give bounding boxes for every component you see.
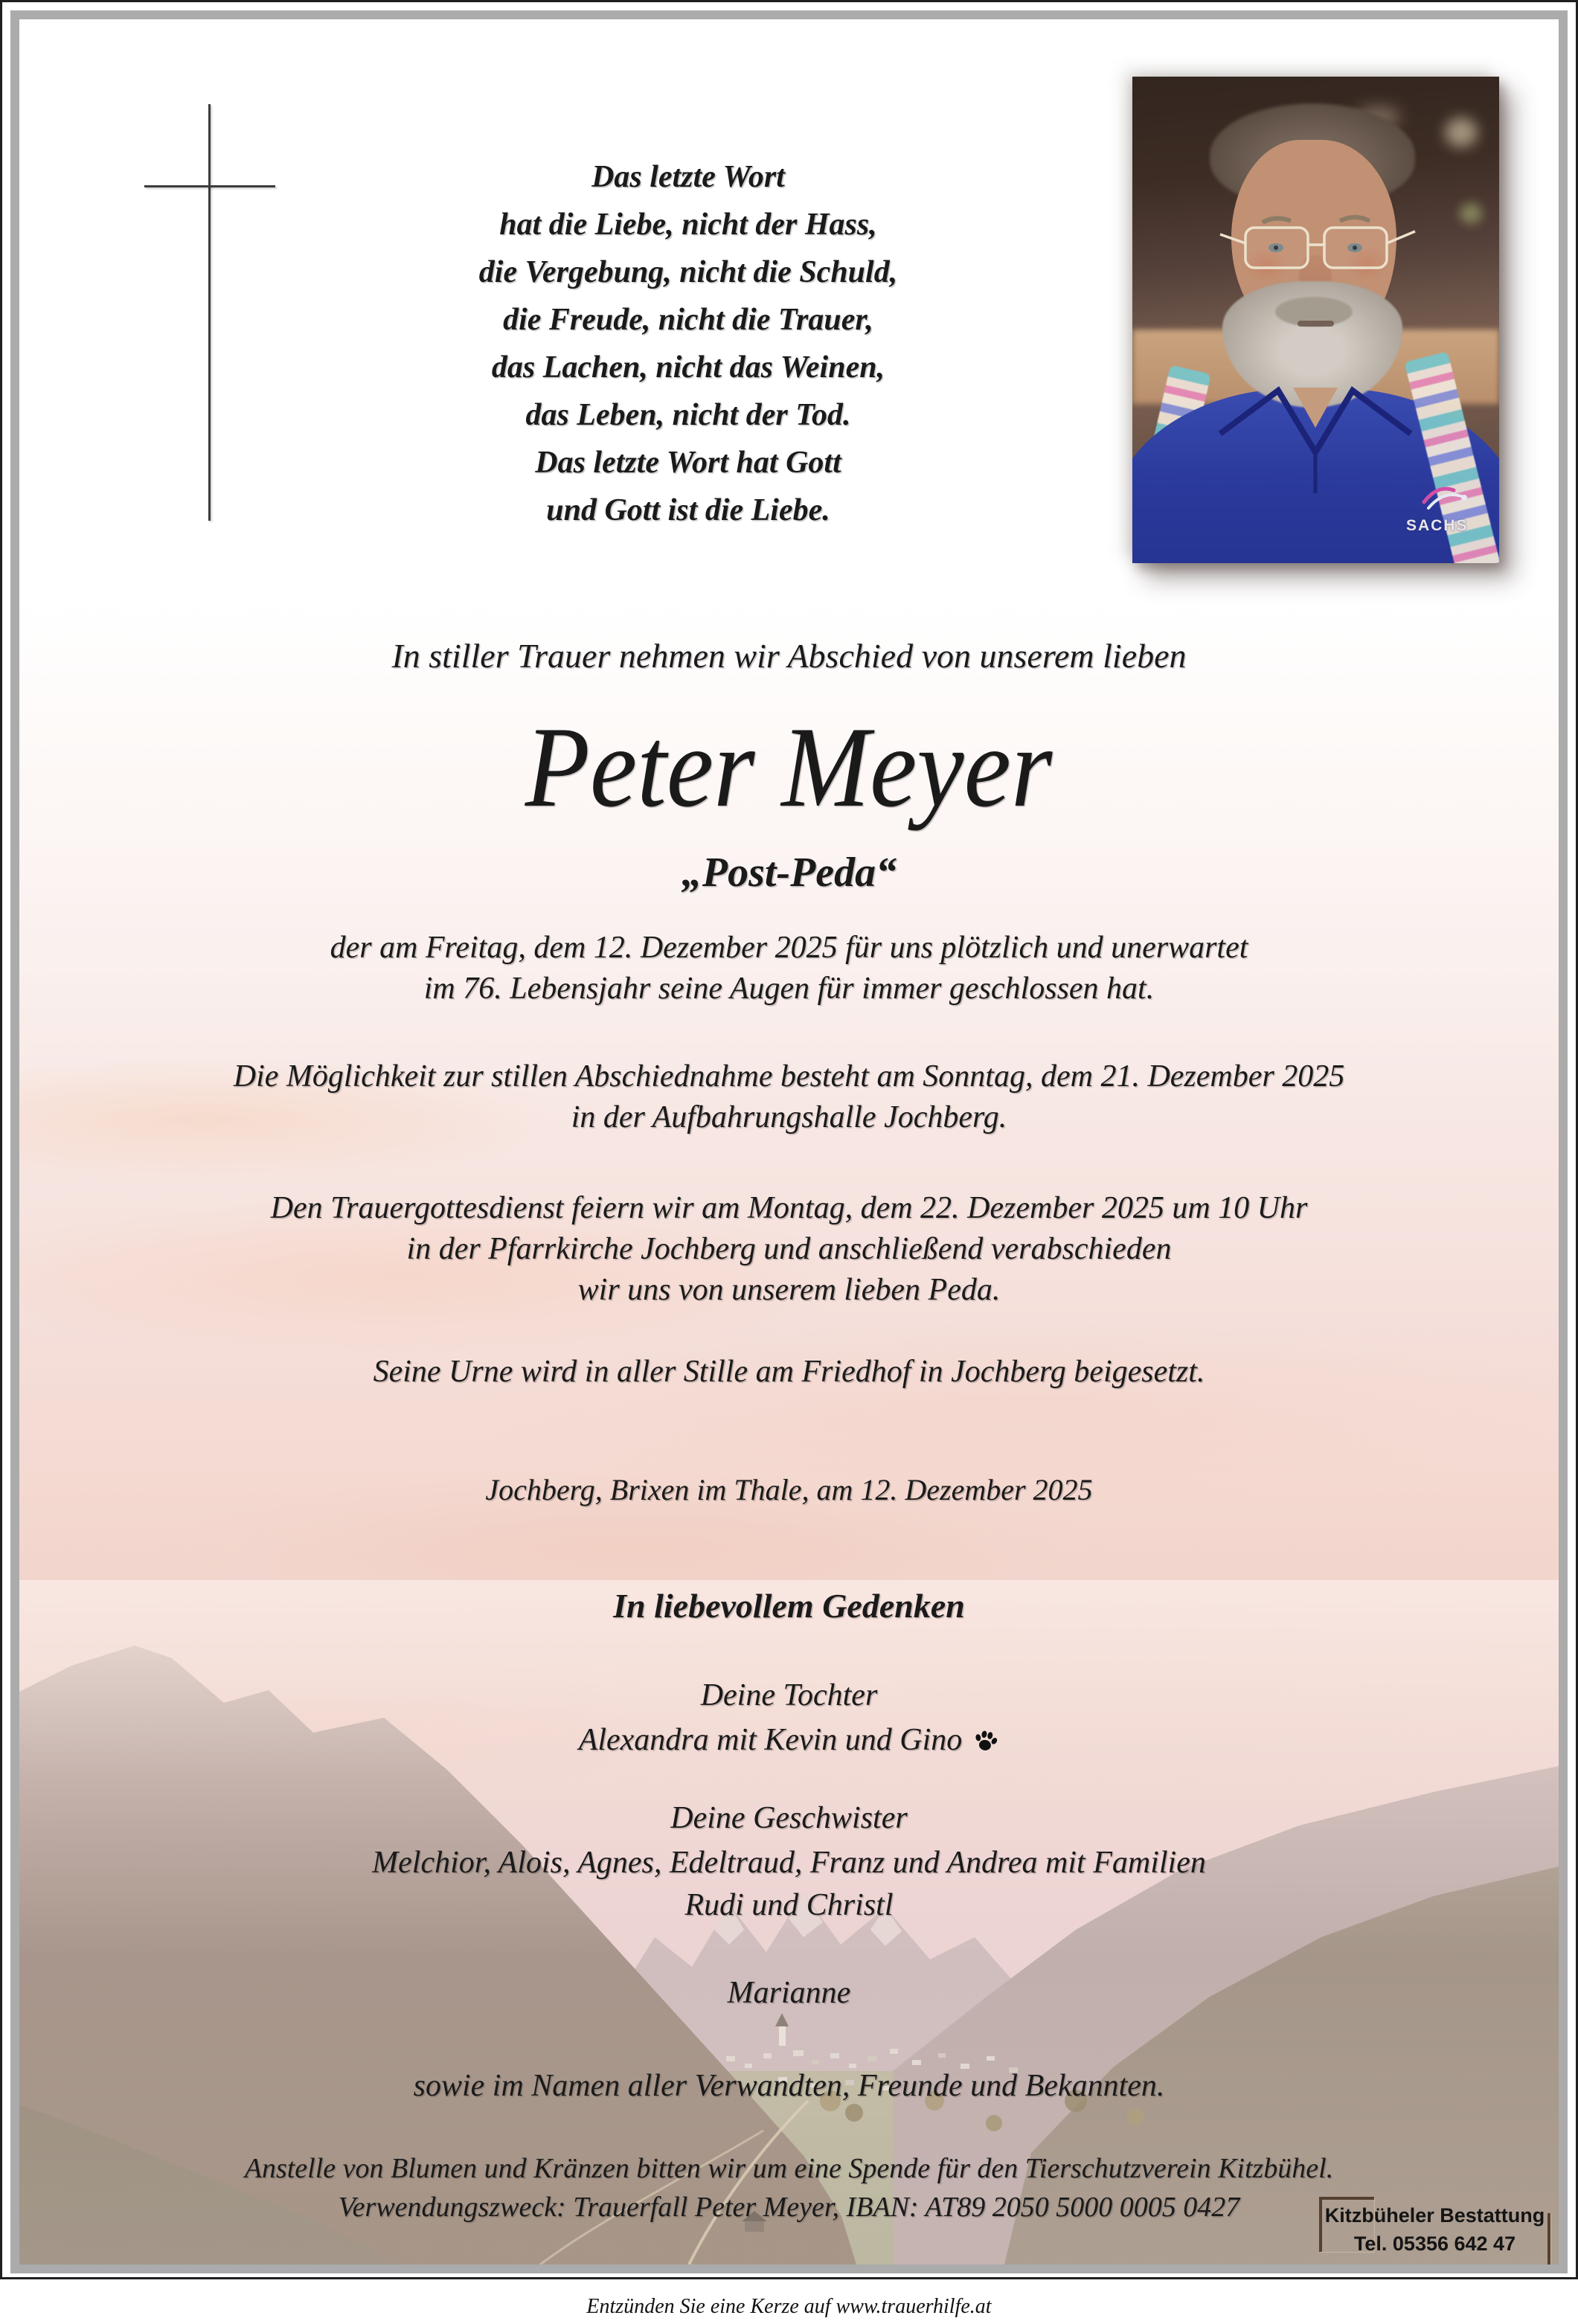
- daughter-names-text: Alexandra mit Kevin und Gino: [578, 1723, 963, 1757]
- siblings-label: Deine Geschwister: [670, 1801, 908, 1835]
- funeral-home-name: Kitzbüheler Bestattung: [1324, 2204, 1545, 2227]
- farewell-line: in der Aufbahrungshalle Jochberg.: [571, 1100, 1007, 1134]
- deceased-nickname: „Post-Peda“: [681, 850, 897, 896]
- daughter-label: Deine Tochter: [700, 1678, 878, 1712]
- service-line: in der Pfarrkirche Jochberg und anschließend verabschieden: [406, 1232, 1172, 1266]
- service-line: wir uns von unserem lieben Peda.: [577, 1273, 1001, 1307]
- poem-line: und Gott ist die Liebe.: [546, 493, 830, 527]
- poem-line: Das letzte Wort: [591, 160, 785, 194]
- poem-line: das Leben, nicht der Tod.: [525, 398, 851, 432]
- poem-line: Das letzte Wort hat Gott: [535, 446, 841, 480]
- death-line: der am Freitag, dem 12. Dezember 2025 für uns plötzlich und unerwartet: [330, 931, 1248, 965]
- urn-line: Seine Urne wird in aller Stille am Friedhof in Jochberg beigesetzt.: [373, 1355, 1205, 1389]
- siblings-names: Melchior, Alois, Agnes, Edeltraud, Franz und Andrea mit Familien: [372, 1846, 1206, 1880]
- partner-name: Marianne: [727, 1976, 851, 2010]
- candle-footer-text: Entzünden Sie eine Kerze auf www.trauerhilfe.at: [586, 2295, 992, 2318]
- closing-line: sowie im Namen aller Verwandten, Freunde und Bekannten.: [413, 2069, 1165, 2103]
- funeral-home-phone: Tel. 05356 642 47: [1353, 2232, 1516, 2255]
- poem-line: die Freude, nicht die Trauer,: [503, 303, 873, 337]
- deceased-name-text: Peter Meyer: [525, 703, 1053, 831]
- siblings-names: Rudi und Christl: [684, 1888, 894, 1922]
- poem-line: das Lachen, nicht das Weinen,: [491, 350, 885, 385]
- shirt-logo-text: SACHS: [1406, 517, 1469, 534]
- donation-line: Verwendungszweck: Trauerfall Peter Meyer, IBAN: AT89 2050 5000 0005 0427: [338, 2192, 1240, 2223]
- poem-line: die Vergebung, nicht die Schuld,: [478, 255, 898, 289]
- death-line: im 76. Lebensjahr seine Augen für immer geschlossen hat.: [423, 972, 1155, 1006]
- intro-line: In stiller Trauer nehmen wir Abschied von unserem lieben: [391, 637, 1187, 675]
- poem-line: hat die Liebe, nicht der Hass,: [499, 208, 877, 242]
- donation-line: Anstelle von Blumen und Kränzen bitten wir um eine Spende für den Tierschutzverein Kitzbühel.: [244, 2153, 1334, 2184]
- service-line: Den Trauergottesdienst feiern wir am Montag, dem 22. Dezember 2025 um 10 Uhr: [270, 1191, 1308, 1225]
- memorial-heading: In liebevollem Gedenken: [613, 1587, 965, 1625]
- place-date-line: Jochberg, Brixen im Thale, am 12. Dezember 2025: [485, 1473, 1093, 1506]
- farewell-line: Die Möglichkeit zur stillen Abschiednahme besteht am Sonntag, dem 21. Dezember 2025: [233, 1059, 1345, 1094]
